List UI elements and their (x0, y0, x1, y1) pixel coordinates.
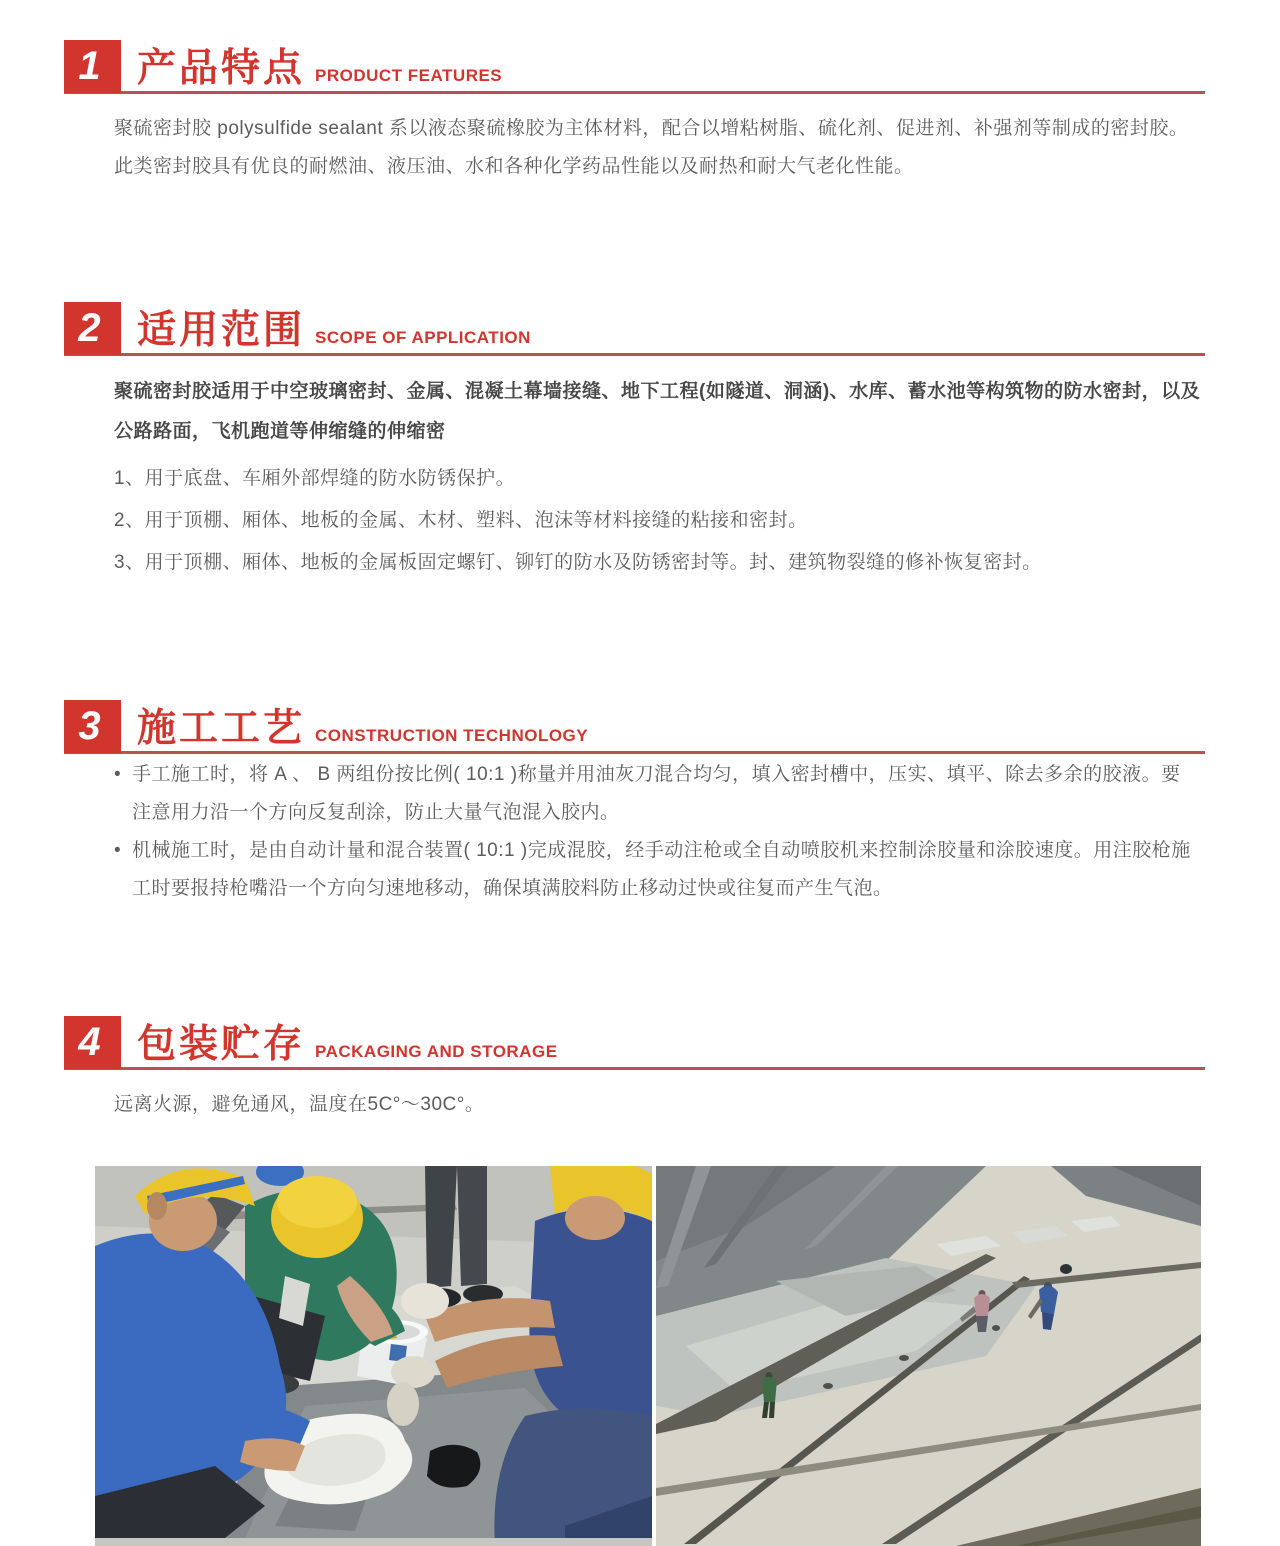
concrete-slope-seam-workers-photo (656, 1166, 1201, 1546)
section-number: 1 (78, 44, 101, 88)
section-title: 施工工艺 (137, 707, 306, 751)
list-item: 1、用于底盘、车厢外部焊缝的防水防锈保护。 (114, 468, 516, 489)
section-title: 适用范围 (137, 309, 306, 353)
section-number: 4 (78, 1020, 101, 1064)
section-subtitle-en: SCOPE OF APPLICATION (315, 328, 531, 347)
section-2-body (64, 356, 1205, 578)
section-subtitle-en: CONSTRUCTION TECHNOLOGY (315, 726, 589, 745)
section-2-header (64, 302, 1205, 356)
photo-row (95, 1166, 1201, 1546)
paragraph: 聚硫密封胶 polysulfide sealant 系以液态聚硫橡胶为主体材料，配合以增粘树脂、硫化剂、促进剂、补强剂等制成的密封胶。此类密封胶具有优良的耐燃油、液压油、水和各种化学药品性能以及耐热和耐大气老化性能。 (114, 118, 1189, 177)
numbered-list (114, 464, 1205, 578)
bullet-dot-icon: • (114, 764, 122, 785)
section-scope-of-application (64, 302, 1216, 578)
section-subtitle-en: PRODUCT FEATURES (315, 66, 503, 85)
section-3-header (64, 700, 1205, 754)
section-4-header (64, 1016, 1205, 1070)
section-3-number-badge (64, 700, 121, 753)
section-1-number-badge (64, 40, 121, 93)
section-title: 包装贮存 (137, 1023, 306, 1067)
product-sheet-page (64, 0, 1216, 1546)
bullet-item (114, 756, 1205, 832)
section-1-header (64, 40, 1205, 94)
section-subtitle-en: PACKAGING AND STORAGE (315, 1042, 558, 1061)
bullet-dot-icon: • (114, 840, 122, 861)
workers-mixing-sealant-photo (95, 1166, 652, 1546)
section-4-number-badge (64, 1016, 121, 1069)
section-2-number-badge (64, 302, 121, 355)
bullet-item (114, 832, 1205, 908)
section-title: 产品特点 (137, 47, 306, 91)
section-number: 2 (78, 306, 101, 350)
list-item: 3、用于顶棚、厢体、地板的金属板固定螺钉、铆钉的防水及防锈密封等。封、建筑物裂缝的修补恢复密封。 (114, 552, 1042, 573)
section-number: 3 (78, 704, 101, 748)
section-product-features (64, 40, 1216, 186)
section-1-body (64, 94, 1205, 186)
section-packaging-and-storage (64, 1016, 1216, 1124)
list-item: 2、用于顶棚、厢体、地板的金属、木材、塑料、泡沫等材料接缝的粘接和密封。 (114, 510, 808, 531)
lead-paragraph: 聚硫密封胶适用于中空玻璃密封、金属、混凝土幕墙接缝、地下工程(如隧道、洞涵)、水库、蓄水池等构筑物的防水密封，以及公路路面，飞机跑道等伸缩缝的伸缩密 (114, 381, 1201, 442)
section-3-body (64, 754, 1205, 908)
bullet-text: 手工施工时，将 A 、 B 两组份按比例( 10:1 )称量并用油灰刀混合均匀，填入密封槽中，压实、填平、除去多余的胶液。要注意用力沿一个方向反复刮涂，防止大量气泡混入胶内。 (132, 764, 1181, 823)
section-4-body (64, 1070, 1205, 1124)
section-construction-technology (64, 700, 1216, 908)
bullet-text: 机械施工时，是由自动计量和混合装置( 10:1 )完成混胶，经手动注枪或全自动喷胶机来控制涂胶量和涂胶速度。用注胶枪施工时要报持枪嘴沿一个方向匀速地移动，确保填满胶料防止移动过快或往复而产生气泡。 (132, 840, 1191, 899)
paragraph: 远离火源，避免通风，温度在5C°～30C°。 (114, 1094, 485, 1115)
